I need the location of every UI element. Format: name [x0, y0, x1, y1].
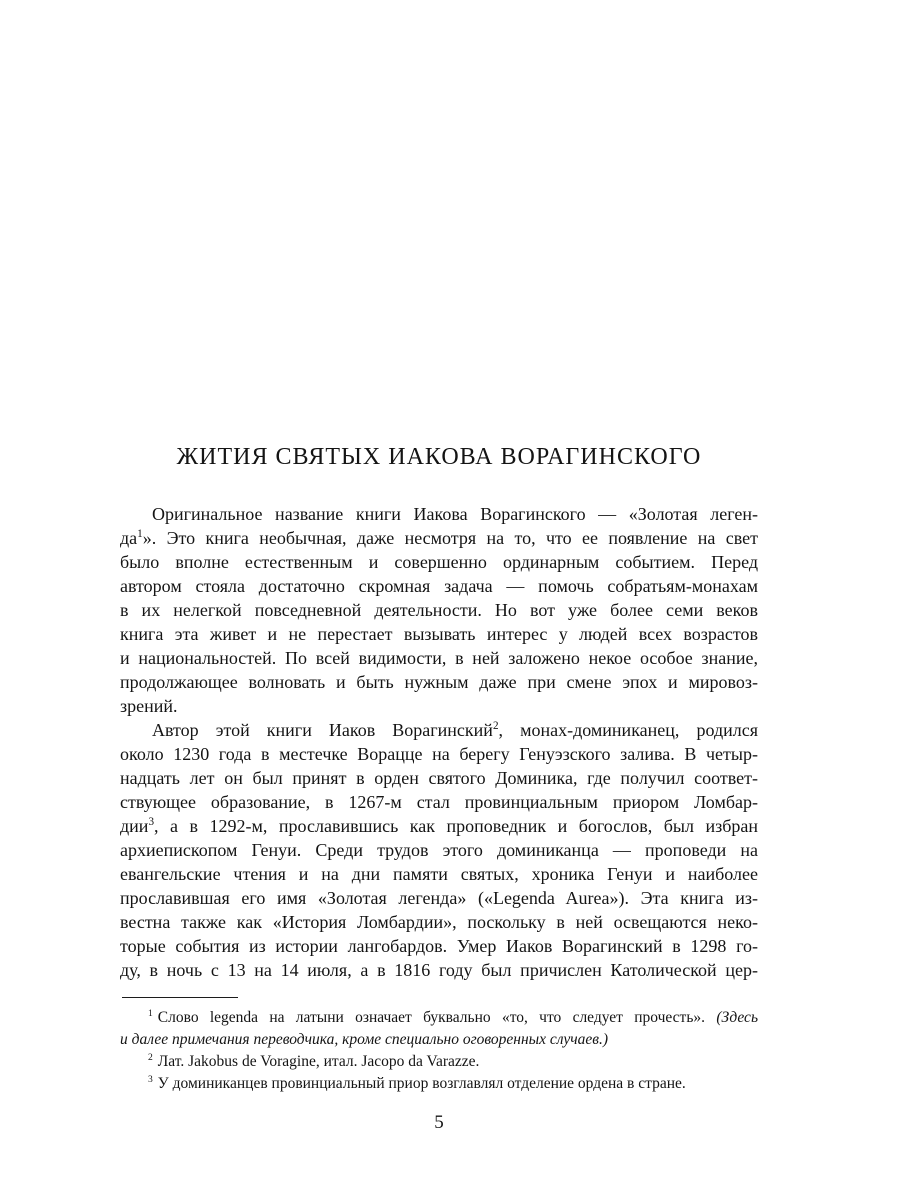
text-column	[120, 0, 758, 1200]
text-run: ». Это книга необычная, даже несмотря на то, что ее появление на свет	[142, 528, 758, 548]
text-run: зрений.	[120, 696, 178, 716]
text-run: У доминиканцев провинциальный приор возглавлял отделение ордена в стране.	[157, 1075, 686, 1092]
text-line	[120, 1029, 758, 1051]
text-run: дии	[120, 816, 149, 836]
text-line	[120, 958, 758, 982]
text-line	[120, 598, 758, 622]
text-line	[120, 862, 758, 886]
text-run: продолжающее волновать и быть нужным даже при смене эпох и мировоз-	[120, 672, 758, 692]
text-run: автором стояла достаточно скромная задача — помочь собратьям-монахам	[120, 576, 758, 596]
text-line	[120, 646, 758, 670]
text-line	[120, 814, 758, 838]
text-line	[120, 622, 758, 646]
text-line	[120, 502, 758, 526]
text-run: да	[120, 528, 138, 548]
chapter-title: ЖИТИЯ СВЯТЫХ ИАКОВА ВОРАГИНСКОГО	[176, 444, 702, 471]
footnote-reference: 2	[492, 720, 499, 732]
text-run: прославившая его имя «Золотая легенда» («Legenda Aurea»). Эта книга из-	[120, 888, 758, 908]
footnote-reference: 1	[148, 1007, 153, 1019]
body-text	[120, 502, 758, 982]
text-run: в их нелегкой повседневной деятельности. Но вот уже более семи веков	[120, 600, 758, 620]
text-line	[120, 1051, 758, 1073]
footnote-reference: 3	[148, 1073, 153, 1085]
text-run: было вполне естественным и совершенно ординарным событием. Перед	[120, 552, 758, 572]
text-line	[120, 838, 758, 862]
text-run: надцать лет он был принят в орден святого Доминика, где получил соответ-	[120, 768, 758, 788]
text-run: около 1230 года в местечке Ворацце на берегу Генуэзского залива. В четыр-	[120, 744, 758, 764]
text-line	[120, 742, 758, 766]
text-run: архиепископом Генуи. Среди трудов этого доминиканца — проповеди на	[120, 840, 758, 860]
text-line	[120, 526, 758, 550]
footnote-reference: 2	[148, 1051, 153, 1063]
text-run: (Здесь	[716, 1009, 758, 1026]
text-run: книга эта живет и не перестает вызывать интерес у людей всех возрастов	[120, 624, 758, 644]
text-run: и далее примечания переводчика, кроме специально оговоренных случаев.)	[120, 1031, 609, 1048]
text-line	[120, 886, 758, 910]
text-line	[120, 694, 758, 718]
text-run: торые события из истории лангобардов. Умер Иаков Ворагинский в 1298 го-	[120, 936, 758, 956]
text-line	[120, 934, 758, 958]
text-run: вестна также как «История Ломбардии», поскольку в ней освещаются неко-	[120, 912, 758, 932]
text-run: Автор этой книги Иаков Ворагинский	[152, 720, 493, 740]
text-run: ствующее образование, в 1267-м стал провинциальным приором Ломбар-	[120, 792, 758, 812]
text-run: Лат. Jakobus de Voragine, итал. Jacopo da Varazze.	[157, 1053, 480, 1070]
footnotes	[120, 1007, 758, 1095]
text-run: евангельские чтения и на дни памяти святых, хроника Генуи и наиболее	[120, 864, 758, 884]
footnote-reference: 3	[148, 816, 155, 828]
page-number: 5	[434, 1112, 444, 1133]
text-line	[120, 574, 758, 598]
text-run: ду, в ночь с 13 на 14 июля, а в 1816 году был причислен Католической цер-	[120, 960, 758, 980]
text-line	[120, 670, 758, 694]
text-run: , а в 1292-м, прославившись как проповедник и богослов, был избран	[154, 816, 758, 836]
text-run: Слово legenda на латыни означает буквально «то, что следует прочесть».	[157, 1009, 717, 1026]
paragraph	[120, 502, 758, 718]
text-line	[120, 766, 758, 790]
text-run: Оригинальное название книги Иакова Ворагинского — «Золотая леген-	[152, 504, 758, 524]
text-run: и национальностей. По всей видимости, в ней заложено некое особое знание,	[120, 648, 758, 668]
text-line	[120, 1073, 758, 1095]
text-line	[120, 790, 758, 814]
text-line	[120, 910, 758, 934]
paragraph	[120, 718, 758, 982]
text-line	[120, 718, 758, 742]
text-run: , монах-доминиканец, родился	[498, 720, 759, 740]
text-line	[120, 1007, 758, 1029]
footnote-separator-rule	[122, 997, 238, 998]
footnote-reference: 1	[137, 528, 143, 540]
text-line	[120, 550, 758, 574]
